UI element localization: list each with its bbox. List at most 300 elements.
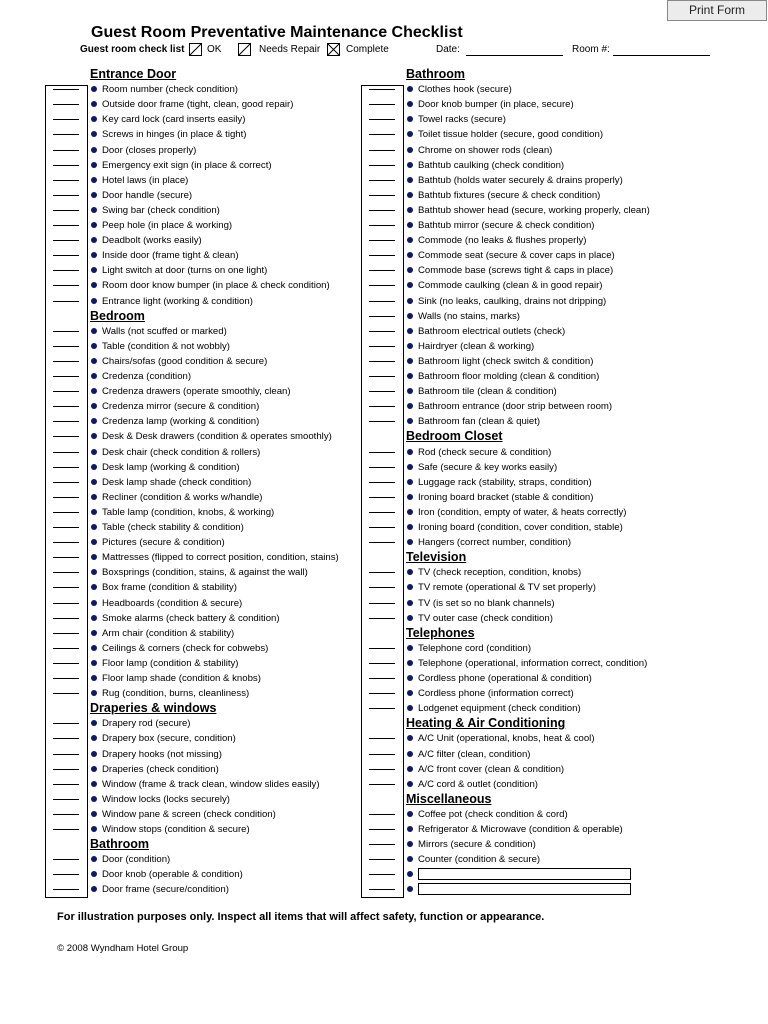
bullet-icon xyxy=(91,222,97,228)
check-blank-input[interactable] xyxy=(369,165,395,166)
bullet-icon xyxy=(91,403,97,409)
check-blank-input[interactable] xyxy=(369,769,395,770)
checklist-row xyxy=(45,278,390,293)
checklist-item-label: Bathroom tile (clean & condition) xyxy=(418,386,557,398)
checklist-row xyxy=(361,852,706,867)
bullet-icon xyxy=(91,615,97,621)
checklist-item-label: Table (condition & not wobbly) xyxy=(102,340,230,352)
checklist-item-label: Chairs/sofas (good condition & secure) xyxy=(102,355,268,367)
check-blank-input[interactable] xyxy=(369,859,395,860)
checklist-row xyxy=(361,505,706,520)
checklist-row xyxy=(361,339,706,354)
bullet-icon xyxy=(91,358,97,364)
checklist-row xyxy=(45,294,390,309)
checklist-item-label: Lodgenet equipment (check condition) xyxy=(418,703,581,715)
date-input[interactable] xyxy=(466,43,563,56)
checklist-item-label: TV (is set so no blank channels) xyxy=(418,597,555,609)
bullet-icon xyxy=(407,162,413,168)
check-blank-input[interactable] xyxy=(369,180,395,181)
legend-bar xyxy=(80,43,720,57)
check-blank-input[interactable] xyxy=(369,255,395,256)
check-blank-input[interactable] xyxy=(369,391,395,392)
checklist-item-label: Bathtub caulking (check condition) xyxy=(418,159,565,171)
check-blank-input[interactable] xyxy=(53,618,79,619)
checklist-item-label: Clothes hook (secure) xyxy=(418,84,512,96)
checklist-item-label: Door (closes properly) xyxy=(102,144,197,156)
bullet-icon xyxy=(407,358,413,364)
checklist-row xyxy=(361,203,706,218)
bullet-icon xyxy=(407,871,413,877)
check-blank-input[interactable] xyxy=(53,391,79,392)
room-number-input[interactable] xyxy=(613,43,710,56)
check-blank-input[interactable] xyxy=(369,406,395,407)
check-blank-input[interactable] xyxy=(53,572,79,573)
check-blank-input[interactable] xyxy=(53,134,79,135)
check-blank-input[interactable] xyxy=(53,436,79,437)
section-heading-bathroom: Bathroom xyxy=(406,67,466,81)
bullet-icon xyxy=(91,690,97,696)
check-blank-input[interactable] xyxy=(53,542,79,543)
section-heading-bedroom-closet: Bedroom Closet xyxy=(406,429,503,444)
checklist-item-label: Counter (condition & secure) xyxy=(418,854,541,866)
check-blank-input[interactable] xyxy=(369,844,395,845)
checklist-item-label: Hangers (correct number, condition) xyxy=(418,537,572,549)
check-blank-input[interactable] xyxy=(369,150,395,151)
bullet-icon xyxy=(407,841,413,847)
check-blank-input[interactable] xyxy=(369,648,395,649)
checklist-item-label: Outside door frame (tight, clean, good repair) xyxy=(102,99,294,111)
checklist-row xyxy=(361,460,706,475)
checklist-item-label: Commode seat (secure & cover caps in place) xyxy=(418,250,615,262)
check-blank-input[interactable] xyxy=(53,738,79,739)
checklist-item-label: Bathtub shower head (secure, working properly, clean) xyxy=(418,204,650,216)
bullet-icon xyxy=(91,554,97,560)
checklist-row xyxy=(361,324,706,339)
checklist-item-label: Bathtub (holds water securely & drains properly) xyxy=(418,174,623,186)
checklist-row xyxy=(361,807,706,822)
print-form-button[interactable]: Print Form xyxy=(667,0,767,21)
check-blank-input[interactable] xyxy=(369,497,395,498)
bullet-icon xyxy=(407,464,413,470)
checklist-row xyxy=(45,671,390,686)
check-blank-input[interactable] xyxy=(369,708,395,709)
check-blank-input[interactable] xyxy=(53,829,79,830)
check-blank-input[interactable] xyxy=(53,633,79,634)
bullet-icon xyxy=(407,328,413,334)
checklist-item-label: TV outer case (check condition) xyxy=(418,612,553,624)
bullet-icon xyxy=(407,645,413,651)
check-blank-input[interactable] xyxy=(53,361,79,362)
check-blank-input[interactable] xyxy=(369,829,395,830)
checklist-item-label: Key card lock (card inserts easily) xyxy=(102,114,246,126)
check-blank-input[interactable] xyxy=(53,587,79,588)
check-blank-input[interactable] xyxy=(369,814,395,815)
check-blank-input[interactable] xyxy=(53,784,79,785)
checklist-item-label: Room door know bumper (in place & check condition) xyxy=(102,280,330,292)
checklist-row xyxy=(361,686,706,701)
legend-ok: OK xyxy=(207,44,222,55)
bullet-icon xyxy=(407,569,413,575)
check-blank-input[interactable] xyxy=(369,527,395,528)
checklist-item-label: Deadbolt (works easily) xyxy=(102,235,202,247)
checklist-item-label: Screws in hinges (in place & tight) xyxy=(102,129,247,141)
checklist-row xyxy=(45,505,390,520)
bullet-icon xyxy=(91,826,97,832)
checklist-row xyxy=(361,867,706,882)
bullet-icon xyxy=(407,584,413,590)
checklist-row xyxy=(45,565,390,580)
check-blank-input[interactable] xyxy=(53,406,79,407)
checklist-item-label: A/C filter (clean, condition) xyxy=(418,748,531,760)
checklist-row xyxy=(361,475,706,490)
checklist-item-label: Iron (condition, empty of water, & heats correctly) xyxy=(418,506,627,518)
footer-note: For illustration purposes only. Inspect all items that will affect safety, function or appearance. xyxy=(57,911,545,923)
bullet-icon xyxy=(91,298,97,304)
checklist-row xyxy=(45,520,390,535)
bullet-icon xyxy=(407,705,413,711)
checklist-item-label: Inside door (frame tight & clean) xyxy=(102,250,239,262)
check-blank-input[interactable] xyxy=(369,134,395,135)
bullet-icon xyxy=(407,267,413,273)
checklist-item-label: Pictures (secure & condition) xyxy=(102,537,225,549)
bullet-icon xyxy=(91,433,97,439)
section-heading-miscellaneous: Miscellaneous xyxy=(406,791,492,806)
check-blank-input[interactable] xyxy=(369,301,395,302)
bullet-icon xyxy=(91,751,97,757)
checklist-item-label: Window locks (locks securely) xyxy=(102,793,230,805)
checklist-item-label: Commode base (screws tight & caps in place) xyxy=(418,265,614,277)
checklist-item-label: Commode (no leaks & flushes properly) xyxy=(418,235,587,247)
checklist-row xyxy=(361,596,706,611)
check-blank-input[interactable] xyxy=(369,270,395,271)
checklist-row xyxy=(45,611,390,626)
bullet-icon xyxy=(91,162,97,168)
check-blank-input[interactable] xyxy=(369,693,395,694)
checklist-item-label: Table lamp (condition, knobs, & working) xyxy=(102,506,275,518)
checklist-item-label: Rug (condition, burns, cleanliness) xyxy=(102,688,250,700)
bullet-icon xyxy=(91,886,97,892)
check-blank-input[interactable] xyxy=(53,482,79,483)
check-blank-input[interactable] xyxy=(53,195,79,196)
check-blank-input[interactable] xyxy=(53,693,79,694)
checklist-item-label: Ironing board bracket (stable & condition) xyxy=(418,491,594,503)
check-blank-input[interactable] xyxy=(53,119,79,120)
checklist-row xyxy=(45,852,390,867)
check-blank-input[interactable] xyxy=(369,376,395,377)
section-heading-entrance-door: Entrance Door xyxy=(90,67,177,81)
check-blank-input[interactable] xyxy=(369,663,395,664)
checklist-item-label: Swing bar (check condition) xyxy=(102,204,220,216)
check-blank-input[interactable] xyxy=(369,542,395,543)
checklist-item-label: Floor lamp shade (condition & knobs) xyxy=(102,673,261,684)
checklist-row xyxy=(45,173,390,188)
check-blank-input[interactable] xyxy=(369,482,395,483)
checklist-item-label: Walls (not scuffed or marked) xyxy=(102,325,227,337)
checklist-row xyxy=(45,792,390,807)
check-blank-input[interactable] xyxy=(369,874,395,875)
checklist-item-label: Window (frame & track clean, window slides easily) xyxy=(102,778,320,790)
checklist-row xyxy=(361,671,706,686)
checklist-row xyxy=(361,656,706,671)
checklist-row xyxy=(361,112,706,127)
bullet-icon xyxy=(91,735,97,741)
custom-item-input[interactable] xyxy=(418,883,631,895)
checklist-item-label: Drapery hooks (not missing) xyxy=(102,748,222,760)
checklist-row xyxy=(361,399,706,414)
check-blank-input[interactable] xyxy=(53,210,79,211)
check-blank-input[interactable] xyxy=(53,769,79,770)
check-blank-input[interactable] xyxy=(369,678,395,679)
bullet-icon xyxy=(407,373,413,379)
bullet-icon xyxy=(91,539,97,545)
bullet-icon xyxy=(91,781,97,787)
checklist-item-label: Recliner (condition & works w/handle) xyxy=(102,491,263,503)
checklist-item-label: Credenza (condition) xyxy=(102,371,192,382)
check-blank-input[interactable] xyxy=(53,165,79,166)
checklist-item-label: Desk lamp (working & condition) xyxy=(102,461,240,473)
bullet-icon xyxy=(407,600,413,606)
bullet-icon xyxy=(91,479,97,485)
check-blank-input[interactable] xyxy=(53,799,79,800)
bullet-icon xyxy=(407,192,413,198)
check-blank-input[interactable] xyxy=(369,210,395,211)
bullet-icon xyxy=(91,645,97,651)
check-blank-input[interactable] xyxy=(369,195,395,196)
checklist-row xyxy=(361,414,706,429)
check-blank-input[interactable] xyxy=(369,738,395,739)
checklist-item-label: Refrigerator & Microwave (condition & operable) xyxy=(418,824,623,835)
checklist-item-label: Walls (no stains, marks) xyxy=(418,310,520,322)
check-blank-input[interactable] xyxy=(369,889,395,890)
custom-item-input[interactable] xyxy=(418,868,631,880)
check-blank-input[interactable] xyxy=(53,301,79,302)
check-blank-input[interactable] xyxy=(53,240,79,241)
checklist-row xyxy=(361,82,706,97)
check-blank-input[interactable] xyxy=(369,104,395,105)
checklist-item-label: Credenza mirror (secure & condition) xyxy=(102,401,260,413)
bullet-icon xyxy=(91,147,97,153)
check-blank-input[interactable] xyxy=(53,497,79,498)
checklist-row xyxy=(45,82,390,97)
checklist-row xyxy=(361,777,706,792)
checklist-row xyxy=(45,445,390,460)
check-blank-input[interactable] xyxy=(369,119,395,120)
checklist-row xyxy=(361,354,706,369)
check-blank-input[interactable] xyxy=(369,603,395,604)
checklist-row xyxy=(45,747,390,762)
checklist-item-label: Telephone (operational, information correct, condition) xyxy=(418,657,648,669)
checklist-row xyxy=(45,324,390,339)
check-blank-input[interactable] xyxy=(53,648,79,649)
check-blank-input[interactable] xyxy=(369,361,395,362)
bullet-icon xyxy=(407,343,413,349)
page-title: Guest Room Preventative Maintenance Checklist xyxy=(91,24,463,41)
checklist-row xyxy=(45,777,390,792)
checklist-row xyxy=(361,369,706,384)
bullet-icon xyxy=(91,116,97,122)
bullet-icon xyxy=(91,464,97,470)
checklist-row xyxy=(45,580,390,595)
checklist-item-label: Floor lamp (condition & stability) xyxy=(102,657,239,669)
check-blank-input[interactable] xyxy=(369,512,395,513)
check-blank-input[interactable] xyxy=(53,376,79,377)
checklist-row xyxy=(45,97,390,112)
check-blank-input[interactable] xyxy=(369,225,395,226)
bullet-icon xyxy=(407,237,413,243)
bullet-icon xyxy=(407,388,413,394)
legend-complete: Complete xyxy=(346,44,389,55)
check-blank-input[interactable] xyxy=(369,618,395,619)
checklist-row xyxy=(45,354,390,369)
check-blank-input[interactable] xyxy=(53,452,79,453)
bullet-icon xyxy=(407,222,413,228)
checklist-row xyxy=(45,399,390,414)
bullet-icon xyxy=(407,690,413,696)
checklist-item-label: Table (check stability & condition) xyxy=(102,522,244,533)
checklist-row xyxy=(45,429,390,444)
bullet-icon xyxy=(407,494,413,500)
checklist-row xyxy=(361,218,706,233)
bullet-icon xyxy=(407,826,413,832)
check-blank-input[interactable] xyxy=(369,452,395,453)
bullet-icon xyxy=(91,192,97,198)
checklist-row xyxy=(45,127,390,142)
checklist-item-label: Cordless phone (information correct) xyxy=(418,688,574,700)
checklist-row xyxy=(361,263,706,278)
check-blank-input[interactable] xyxy=(53,225,79,226)
checklist-row xyxy=(361,580,706,595)
checklist-row xyxy=(361,731,706,746)
checklist-row xyxy=(45,731,390,746)
checklist-row xyxy=(361,188,706,203)
checklist-item-label: Door frame (secure/condition) xyxy=(102,884,229,896)
checklist-row xyxy=(361,309,706,324)
check-blank-input[interactable] xyxy=(369,572,395,573)
bullet-icon xyxy=(91,524,97,530)
checklist-item-label: Door knob (operable & condition) xyxy=(102,869,243,881)
checklist-item-label: Hotel laws (in place) xyxy=(102,174,189,186)
checklist-item-label: Credenza drawers (operate smoothly, clean) xyxy=(102,386,291,398)
bullet-icon xyxy=(91,131,97,137)
section-heading-bathroom: Bathroom xyxy=(90,837,150,852)
checklist-row xyxy=(45,626,390,641)
bullet-icon xyxy=(91,630,97,636)
checklist-row xyxy=(361,158,706,173)
check-blank-input[interactable] xyxy=(369,754,395,755)
check-blank-input[interactable] xyxy=(369,240,395,241)
check-blank-input[interactable] xyxy=(369,421,395,422)
checklist-row xyxy=(361,520,706,535)
checklist-row xyxy=(361,565,706,580)
bullet-icon xyxy=(91,675,97,681)
checklist-item-label: Box frame (condition & stability) xyxy=(102,582,237,594)
bullet-icon xyxy=(407,449,413,455)
check-blank-input[interactable] xyxy=(369,784,395,785)
check-blank-input[interactable] xyxy=(53,814,79,815)
bullet-icon xyxy=(407,675,413,681)
bullet-icon xyxy=(407,86,413,92)
bullet-icon xyxy=(407,418,413,424)
check-blank-input[interactable] xyxy=(369,285,395,286)
bullet-icon xyxy=(91,660,97,666)
check-blank-input[interactable] xyxy=(369,346,395,347)
bullet-icon xyxy=(91,569,97,575)
checklist-item-label: Bathroom light (check switch & condition) xyxy=(418,355,594,367)
check-blank-input[interactable] xyxy=(369,89,395,90)
check-blank-input[interactable] xyxy=(53,331,79,332)
checklist-row xyxy=(361,641,706,656)
checklist-row xyxy=(45,233,390,248)
check-blank-input[interactable] xyxy=(369,587,395,588)
check-blank-input[interactable] xyxy=(369,316,395,317)
checklist-item-label: Desk chair (check condition & rollers) xyxy=(102,446,261,458)
check-blank-input[interactable] xyxy=(53,723,79,724)
checklist-row xyxy=(361,97,706,112)
bullet-icon xyxy=(91,177,97,183)
check-blank-input[interactable] xyxy=(53,603,79,604)
room-label: Room #: xyxy=(572,44,610,55)
check-blank-input[interactable] xyxy=(53,346,79,347)
check-blank-input[interactable] xyxy=(53,421,79,422)
checklist-row xyxy=(45,460,390,475)
bullet-icon xyxy=(407,313,413,319)
checklist-item-label: Bathroom fan (clean & quiet) xyxy=(418,416,541,428)
checklist-row xyxy=(361,233,706,248)
check-blank-input[interactable] xyxy=(53,859,79,860)
checklist-row xyxy=(45,475,390,490)
bullet-icon xyxy=(91,267,97,273)
check-blank-input[interactable] xyxy=(369,467,395,468)
check-blank-input[interactable] xyxy=(53,512,79,513)
bullet-icon xyxy=(91,509,97,515)
check-blank-input[interactable] xyxy=(53,104,79,105)
check-blank-input[interactable] xyxy=(53,557,79,558)
check-blank-input[interactable] xyxy=(53,889,79,890)
checklist-item-label: Window stops (condition & secure) xyxy=(102,824,250,835)
section-heading-heating-and-air-conditioning: Heating & Air Conditioning xyxy=(406,716,566,731)
checklist-item-label: TV (check reception, condition, knobs) xyxy=(418,567,582,579)
checklist-row xyxy=(45,867,390,882)
check-blank-input[interactable] xyxy=(53,270,79,271)
check-blank-input[interactable] xyxy=(53,678,79,679)
check-blank-input[interactable] xyxy=(53,467,79,468)
check-blank-input[interactable] xyxy=(53,150,79,151)
check-blank-input[interactable] xyxy=(53,285,79,286)
checklist-row xyxy=(361,822,706,837)
bullet-icon xyxy=(407,177,413,183)
section-heading-television: Television xyxy=(406,550,467,565)
complete-mark-icon xyxy=(327,43,340,56)
bullet-icon xyxy=(91,86,97,92)
check-blank-input[interactable] xyxy=(53,754,79,755)
checklist-item-label: Room number (check condition) xyxy=(102,84,238,96)
bullet-icon xyxy=(91,796,97,802)
check-blank-input[interactable] xyxy=(53,663,79,664)
check-blank-input[interactable] xyxy=(369,331,395,332)
checklist-item-label: Door knob bumper (in place, secure) xyxy=(418,99,574,111)
checklist-item-label: Emergency exit sign (in place & correct) xyxy=(102,159,272,171)
check-blank-input[interactable] xyxy=(53,180,79,181)
check-blank-input[interactable] xyxy=(53,255,79,256)
bullet-icon xyxy=(407,524,413,530)
checklist-row xyxy=(361,127,706,142)
checklist-row xyxy=(361,837,706,852)
check-blank-input[interactable] xyxy=(53,874,79,875)
bullet-icon xyxy=(407,539,413,545)
check-blank-input[interactable] xyxy=(53,527,79,528)
legend-repair: Needs Repair xyxy=(259,44,321,55)
check-blank-input[interactable] xyxy=(53,89,79,90)
